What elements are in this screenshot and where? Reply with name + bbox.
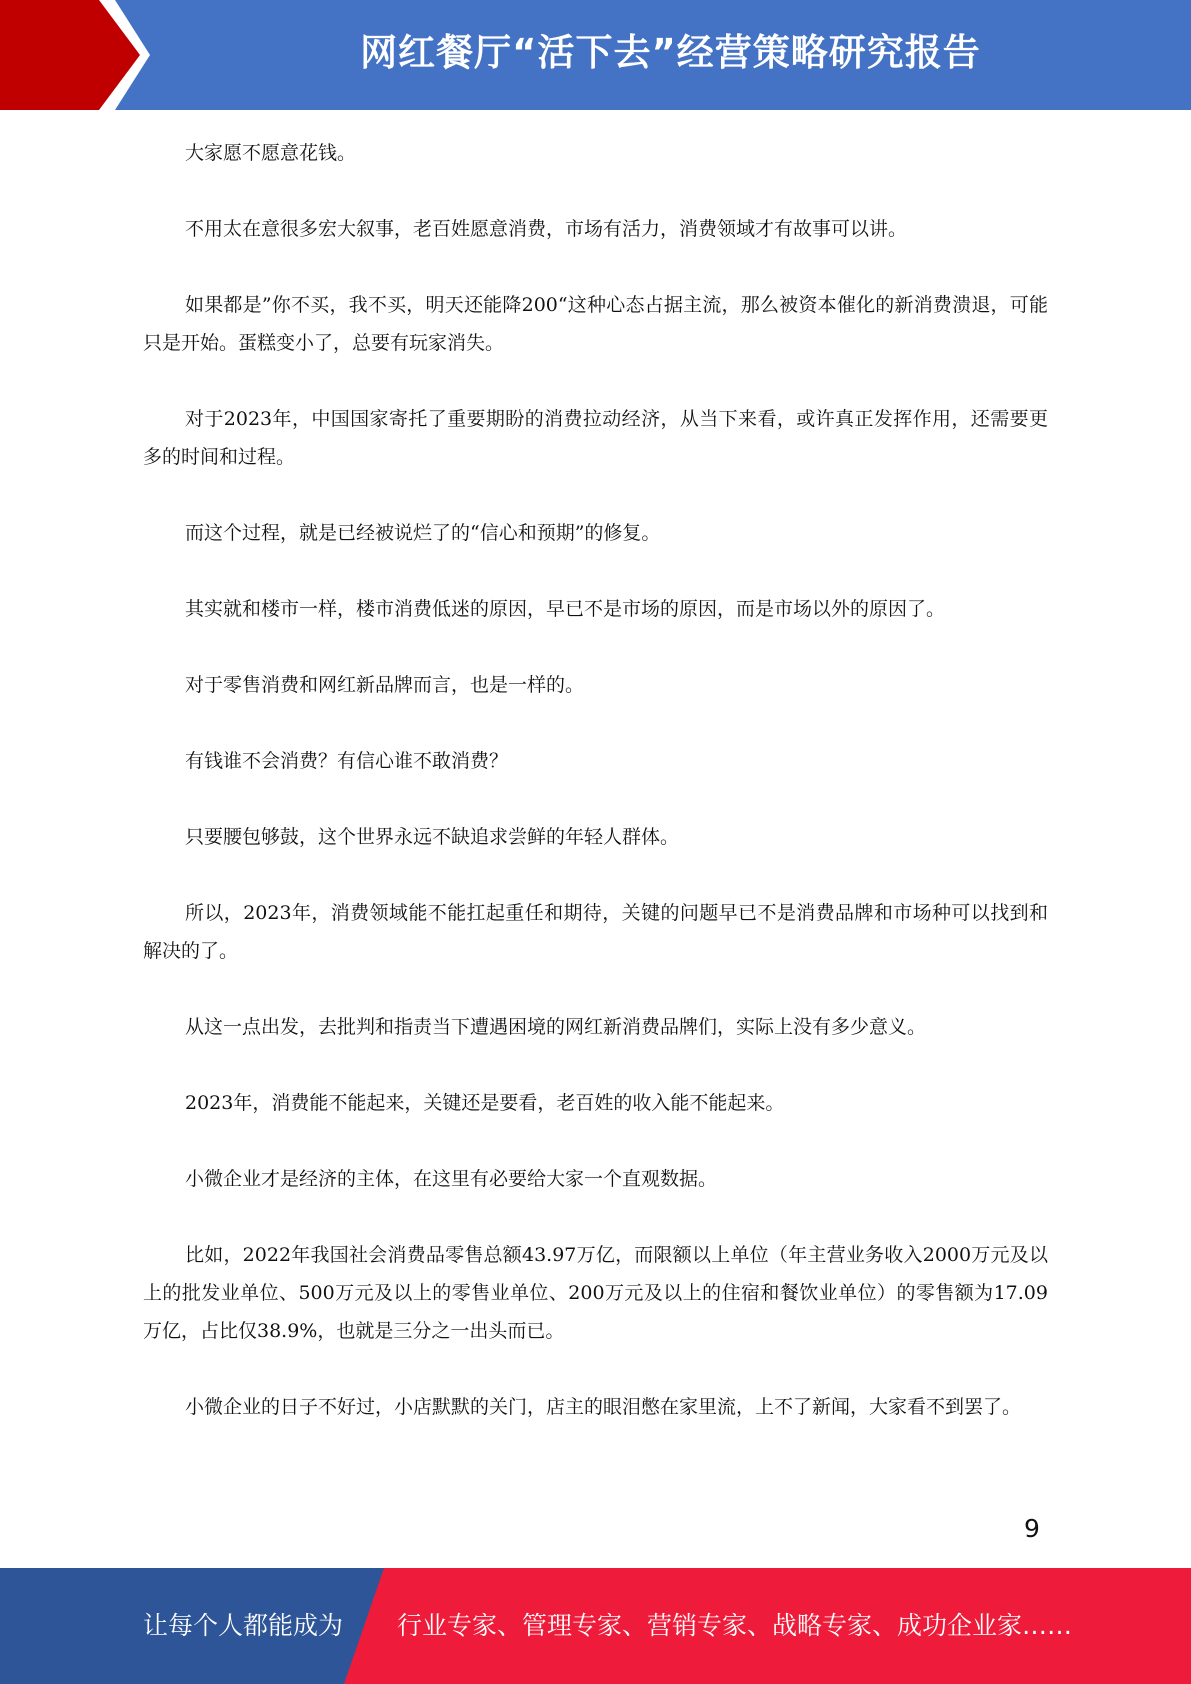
- paragraph: 大家愿不愿意花钱。: [185, 142, 357, 164]
- paragraph: 从这一点出发，去批判和指责当下遭遇困境的网红新消费品牌们，实际上没有多少意义。: [185, 1016, 927, 1038]
- page-footer: [0, 1568, 1191, 1684]
- paragraph: 只要腰包够鼓，这个世界永远不缺追求尝鲜的年轻人群体。: [185, 826, 680, 848]
- footer-slogan-right: 行业专家、管理专家、营销专家、战略专家、成功企业家……: [397, 1611, 1073, 1640]
- paragraph: 如果都是”你不买，我不买，明天还能降200“这种心态占据主流，那么被资本催化的新消费溃退，可能只是开始。蛋糕变小了，总要有玩家消失。: [143, 294, 1048, 354]
- paragraph: 所以，2023年，消费领域能不能扛起重任和期待，关键的问题早已不是消费品牌和市场种可以找到和解决的了。: [143, 902, 1048, 962]
- paragraph: 有钱谁不会消费？有信心谁不敢消费？: [185, 750, 509, 772]
- paragraph: 而这个过程，就是已经被说烂了的“信心和预期”的修复。: [185, 522, 661, 544]
- paragraph: 不用太在意很多宏大叙事，老百姓愿意消费，市场有活力，消费领域才有故事可以讲。: [185, 218, 908, 240]
- body-content: [143, 134, 1048, 1464]
- document-title: 网红餐厅“活下去”经营策略研究报告: [360, 31, 981, 74]
- footer-slogan-left: 让每个人都能成为: [143, 1611, 344, 1640]
- paragraph: 比如，2022年我国社会消费品零售总额43.97万亿，而限额以上单位（年主营业务收入2000万元及以上的批发业单位、500万元及以上的零售业单位、200万元及以上的住宿和餐饮业单位）的零售额为17.09万亿，占比仅38.9%，也就是三分之一出头而已。: [143, 1244, 1048, 1342]
- paragraph: 其实就和楼市一样，楼市消费低迷的原因，早已不是市场的原因，而是市场以外的原因了。: [185, 598, 946, 620]
- page-number: 9: [1024, 1514, 1040, 1543]
- page-header: [0, 0, 1191, 110]
- paragraph: 小微企业的日子不好过，小店默默的关门，店主的眼泪憋在家里流，上不了新闻，大家看不到罢了。: [185, 1396, 1022, 1418]
- paragraph: 对于零售消费和网红新品牌而言，也是一样的。: [185, 674, 585, 696]
- paragraph: 小微企业才是经济的主体，在这里有必要给大家一个直观数据。: [185, 1168, 718, 1190]
- paragraph: 2023年，消费能不能起来，关键还是要看，老百姓的收入能不能起来。: [185, 1092, 785, 1114]
- paragraph: 对于2023年，中国国家寄托了重要期盼的消费拉动经济，从当下来看，或许真正发挥作用，还需要更多的时间和过程。: [143, 408, 1048, 468]
